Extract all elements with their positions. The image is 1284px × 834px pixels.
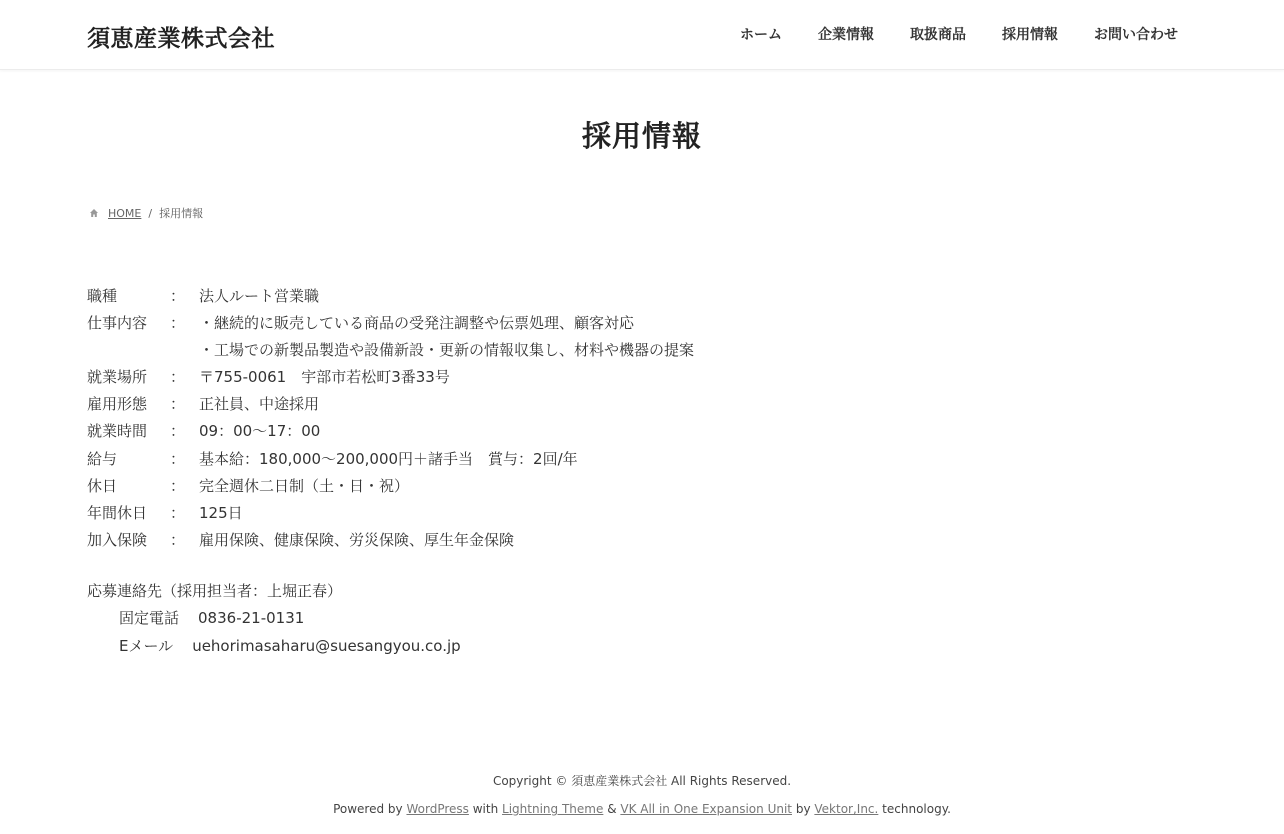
contact-section bbox=[87, 578, 461, 660]
amp-text: & bbox=[607, 802, 617, 816]
breadcrumb-separator: / bbox=[148, 206, 153, 220]
job-info-colon: ： bbox=[170, 449, 186, 468]
lightning-theme-link[interactable]: Lightning Theme bbox=[502, 802, 604, 816]
powered-by-text: Powered by bbox=[333, 802, 403, 816]
job-info-row bbox=[87, 418, 694, 445]
email-address: uehorimasaharu@suesangyou.co.jp bbox=[192, 636, 461, 655]
contact-phone-row bbox=[87, 605, 461, 633]
breadcrumb-home-link[interactable]: HOME bbox=[108, 206, 142, 220]
job-info-value: 雇用保険、健康保険、労災保険、厚生年金保険 bbox=[199, 530, 515, 549]
by-text: by bbox=[795, 802, 811, 816]
breadcrumb-current: 採用情報 bbox=[159, 207, 204, 220]
job-info-row bbox=[87, 364, 694, 391]
job-info-row bbox=[87, 527, 694, 554]
job-info-row bbox=[87, 337, 694, 364]
job-info-value: 法人ルート営業職 bbox=[199, 287, 320, 305]
with-text: with bbox=[472, 802, 499, 816]
job-info-value: 基本給：180,000～200,000円＋諸手当 賞与：2回/年 bbox=[199, 449, 578, 468]
job-info-colon: ： bbox=[170, 476, 186, 495]
phone-label: 固定電話 bbox=[119, 609, 180, 627]
job-info-value: 正社員、中途採用 bbox=[199, 395, 320, 414]
footer-powered-by bbox=[0, 798, 1284, 820]
nav-contact[interactable]: お問い合わせ bbox=[1094, 27, 1178, 43]
job-info-value: 09：00～17：00 bbox=[199, 422, 321, 441]
site-header bbox=[0, 0, 1284, 70]
job-info-colon bbox=[170, 337, 199, 364]
job-info-colon: ： bbox=[170, 503, 186, 522]
home-icon bbox=[89, 208, 99, 218]
job-info-label: 給与 bbox=[87, 449, 118, 468]
job-info-colon: ： bbox=[170, 314, 186, 333]
nav-products[interactable]: 取扱商品 bbox=[910, 27, 966, 43]
phone-number: 0836-21-0131 bbox=[198, 609, 305, 627]
vektor-link[interactable]: Vektor,Inc. bbox=[814, 802, 879, 816]
job-info-label bbox=[87, 337, 170, 364]
job-info-colon: ： bbox=[170, 368, 186, 387]
job-info-label: 仕事内容 bbox=[87, 314, 148, 333]
email-label: Eメール bbox=[119, 636, 174, 655]
footer-copyright: Copyright © 須恵産業株式会社 All Rights Reserved. bbox=[492, 774, 792, 788]
contact-email-row bbox=[87, 633, 461, 661]
job-info-row bbox=[87, 391, 694, 418]
job-info-value: 完全週休二日制（土・日・祝） bbox=[199, 476, 410, 495]
job-info-label: 雇用形態 bbox=[87, 395, 148, 414]
site-footer bbox=[0, 770, 1284, 820]
wordpress-link[interactable]: WordPress bbox=[406, 802, 469, 816]
job-info-list bbox=[87, 283, 694, 554]
job-info-row bbox=[87, 500, 694, 527]
page-title: 採用情報 bbox=[581, 119, 702, 153]
job-info-value: 〒755-0061 宇部市若松町3番33号 bbox=[199, 368, 450, 387]
contact-title: 応募連絡先（採用担当者：上堀正春） bbox=[87, 582, 343, 600]
technology-text: technology. bbox=[882, 802, 951, 816]
job-info-row bbox=[87, 310, 694, 337]
job-info-row bbox=[87, 283, 694, 310]
job-info-colon: ： bbox=[170, 422, 186, 441]
job-info-colon: ： bbox=[170, 530, 186, 549]
job-info-label: 職種 bbox=[87, 287, 118, 305]
job-info-colon: ： bbox=[170, 287, 186, 305]
job-info-row bbox=[87, 446, 694, 473]
nav-recruit[interactable]: 採用情報 bbox=[1002, 27, 1058, 43]
global-nav bbox=[740, 24, 1178, 44]
site-logo[interactable]: 須恵産業株式会社 bbox=[87, 26, 275, 52]
nav-home[interactable]: ホーム bbox=[740, 27, 782, 43]
job-info-value: 125日 bbox=[199, 503, 243, 522]
vk-expansion-unit-link[interactable]: VK All in One Expansion Unit bbox=[620, 802, 792, 816]
job-info-colon: ： bbox=[170, 395, 186, 414]
job-info-row bbox=[87, 473, 694, 500]
job-info-label: 加入保険 bbox=[87, 530, 148, 549]
job-info-label: 休日 bbox=[87, 476, 118, 495]
job-info-label: 就業時間 bbox=[87, 422, 148, 441]
job-info-label: 年間休日 bbox=[87, 503, 148, 522]
job-info-label: 就業場所 bbox=[87, 368, 148, 387]
job-info-value: ・工場での新製品製造や設備新設・更新の情報収集し、材料や機器の提案 bbox=[199, 341, 695, 360]
job-info-value: ・継続的に販売している商品の受発注調整や伝票処理、顧客対応 bbox=[199, 314, 635, 333]
breadcrumb bbox=[87, 205, 203, 221]
nav-company-info[interactable]: 企業情報 bbox=[818, 27, 874, 43]
